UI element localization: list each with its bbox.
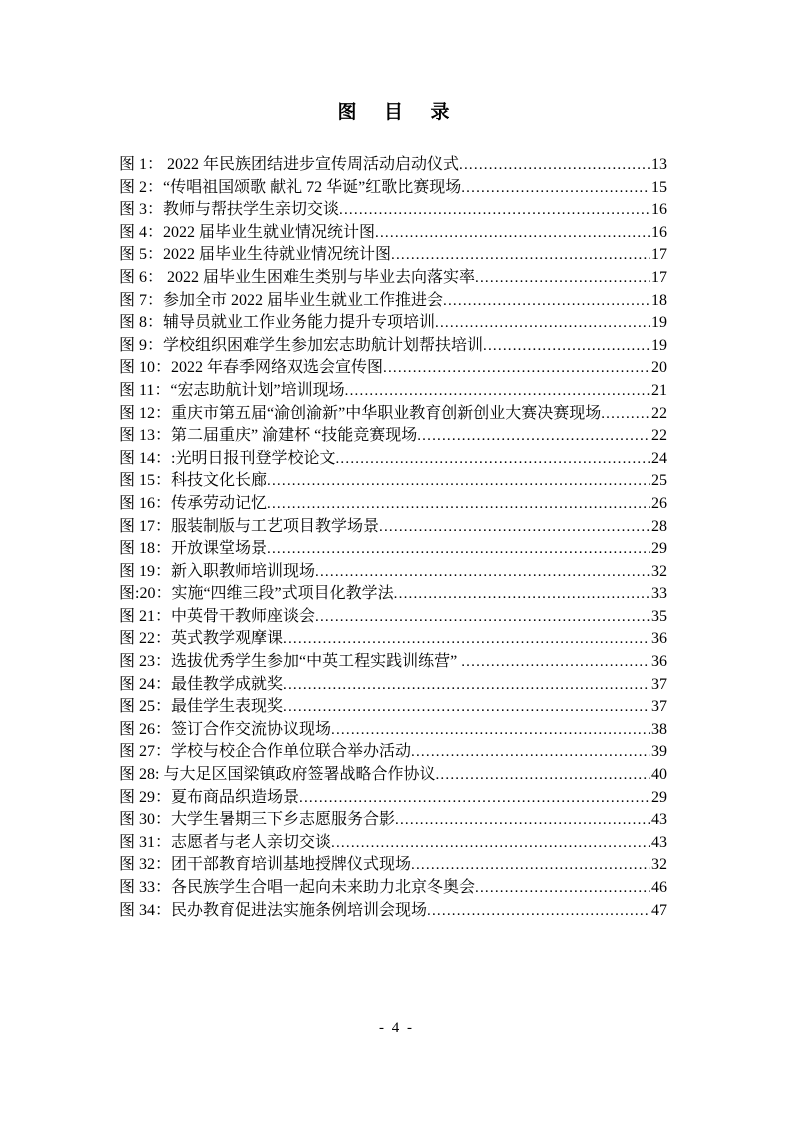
toc-entry[interactable] [119, 561, 667, 584]
toc-entry-title: 重庆市第五届“渝创渝新”中华职业教育创新创业大赛决赛现场 [171, 404, 602, 422]
toc-entry-label: 图 13： [119, 427, 172, 445]
toc-entry[interactable] [119, 741, 667, 764]
toc-entry-page: 21 [651, 381, 667, 399]
toc-entry[interactable] [119, 267, 667, 290]
toc-leader-dots [475, 877, 650, 900]
toc-entry[interactable] [119, 538, 667, 561]
toc-entry-label: 图 26： [119, 720, 172, 738]
toc-entry-title: 2022 届毕业生困难生类别与毕业去向落实率 [163, 268, 476, 286]
toc-entry-label: 图 2： [119, 178, 164, 196]
toc-leader-dots [267, 493, 650, 516]
toc-entry-title: 学校组织困难学生参加宏志助航计划帮扶培训 [163, 336, 484, 354]
toc-entry-label: 图 14： [119, 449, 172, 467]
toc-entry-page: 32 [651, 856, 667, 874]
toc-entry[interactable] [119, 516, 667, 539]
toc-entry[interactable] [119, 583, 667, 606]
toc-entry-page: 29 [651, 540, 667, 558]
toc-entry-title: 团干部教育培训基地授牌仪式现场 [171, 856, 412, 874]
toc-entry-title: 2022 年民族团结进步宣传周活动启动仪式 [163, 156, 460, 173]
toc-leader-dots [331, 832, 650, 855]
toc-entry-title: 最佳教学成就奖 [171, 675, 284, 693]
toc-leader-dots [315, 606, 650, 629]
toc-entry-page: 36 [651, 630, 667, 648]
toc-entry[interactable] [119, 425, 667, 448]
toc-entry-page: 19 [651, 314, 667, 332]
toc-leader-dots [375, 222, 650, 245]
toc-leader-dots [299, 787, 650, 810]
toc-entry-page: 15 [651, 178, 667, 196]
toc-entry-page: 47 [651, 901, 667, 919]
toc-entry[interactable] [119, 877, 667, 900]
toc-entry-label: 图 1： [119, 156, 164, 173]
toc-entry-page: 37 [651, 675, 667, 693]
toc-entry-label: 图 27： [119, 743, 172, 761]
toc-leader-dots [601, 403, 650, 426]
toc-entry[interactable] [119, 493, 667, 516]
toc-entry-page: 43 [651, 833, 667, 851]
toc-leader-dots [411, 741, 650, 764]
toc-leader-dots [267, 538, 650, 561]
toc-entry-label: 图 11： [119, 381, 171, 399]
toc-entry-title: 服装制版与工艺项目教学场景 [171, 517, 380, 535]
toc-entry[interactable] [119, 628, 667, 651]
toc-entry[interactable] [119, 177, 667, 200]
toc-entry-title: 选拔优秀学生参加“中英工程实践训练营” [171, 653, 462, 671]
toc-entry-label: 图 5： [119, 246, 164, 264]
toc-entry[interactable] [119, 900, 667, 923]
toc-entry-page: 16 [651, 201, 667, 219]
toc-entry-label: 图 10： [119, 359, 172, 377]
toc-entry-page: 35 [651, 607, 667, 625]
toc-leader-dots [315, 561, 650, 584]
toc-entry[interactable] [119, 154, 667, 177]
toc-leader-dots [417, 425, 650, 448]
toc-entry-page: 13 [651, 156, 667, 173]
toc-entry-label: 图:20： [119, 585, 172, 603]
toc-entry-page: 18 [651, 291, 667, 309]
toc-entry-title: 民办教育促进法实施条例培训会现场 [171, 901, 428, 919]
toc-entry-label: 图 29： [119, 788, 172, 806]
toc-leader-dots [435, 764, 650, 787]
toc-entry-label: 图 3： [119, 201, 164, 219]
toc-entry-label: 图 34： [119, 901, 172, 919]
toc-entry[interactable] [119, 448, 667, 471]
toc-entry-page: 46 [651, 879, 667, 896]
toc-entry-title: “传唱祖国颂歌 献礼 72 华诞”红歌比赛现场 [163, 178, 462, 196]
toc-entry-page: 22 [651, 404, 667, 422]
toc-leader-dots [461, 177, 650, 200]
toc-entry-title: 签订合作交流协议现场 [171, 720, 332, 738]
page-number-footer: - 4 - [379, 1020, 414, 1036]
toc-entry[interactable] [119, 832, 667, 855]
toc-leader-dots [283, 674, 650, 697]
figure-toc-list [119, 154, 667, 922]
toc-entry-page: 26 [651, 494, 667, 512]
toc-entry[interactable] [119, 696, 667, 719]
toc-entry-title: 传承劳动记忆 [171, 494, 268, 512]
toc-leader-dots [383, 357, 650, 380]
toc-entry-title: “宏志助航计划”培训现场 [170, 381, 345, 399]
toc-entry-label: 图 33： [119, 879, 172, 896]
toc-leader-dots [267, 470, 650, 493]
toc-entry-title: 最佳学生表现奖 [171, 698, 284, 716]
page-title: 图 目 录 [337, 102, 456, 123]
toc-entry-label: 图 12： [119, 404, 172, 422]
toc-leader-dots [394, 583, 650, 606]
toc-entry-title: 学校与校企合作单位联合举办活动 [171, 743, 412, 761]
toc-entry-title: 2022 年春季网络双选会宣传图 [171, 359, 384, 377]
toc-leader-dots [443, 290, 650, 313]
toc-entry-title: 英式教学观摩课 [171, 630, 284, 648]
toc-leader-dots [475, 267, 650, 290]
toc-entry[interactable] [119, 470, 667, 493]
toc-entry-title: 参加全市 2022 届毕业生就业工作推进会 [163, 291, 444, 309]
toc-entry-page: 17 [651, 268, 667, 286]
toc-entry[interactable] [119, 335, 667, 358]
toc-entry-label: 图 23： [119, 653, 172, 671]
toc-leader-dots [283, 696, 650, 719]
toc-entry-page: 39 [651, 743, 667, 761]
toc-entry-title: 大学生暑期三下乡志愿服务合影 [171, 811, 396, 829]
toc-entry-label: 图 25： [119, 698, 172, 716]
toc-entry-title: 新入职教师培训现场 [171, 562, 316, 580]
toc-entry-page: 24 [651, 449, 667, 467]
toc-entry-page: 28 [651, 517, 667, 535]
toc-leader-dots [461, 651, 650, 674]
toc-entry-page: 43 [651, 811, 667, 829]
toc-entry-page: 29 [651, 788, 667, 806]
toc-entry-page: 32 [651, 562, 667, 580]
toc-entry-label: 图 4： [119, 223, 164, 241]
toc-entry-label: 图 7： [119, 291, 164, 309]
toc-entry-label: 图 28: [119, 766, 160, 784]
toc-leader-dots [459, 154, 650, 177]
toc-entry-label: 图 8： [119, 314, 164, 332]
toc-leader-dots [335, 448, 650, 471]
toc-entry-title: 辅导员就业工作业务能力提升专项培训 [163, 314, 436, 332]
toc-entry-label: 图 9： [119, 336, 164, 354]
toc-entry[interactable] [119, 403, 667, 426]
toc-entry-title: :光明日报刊登学校论文 [171, 449, 336, 467]
toc-entry-label: 图 6： [119, 268, 164, 286]
toc-entry-page: 16 [651, 223, 667, 241]
toc-entry-page: 37 [651, 698, 667, 716]
toc-entry-title: 夏布商品织造场景 [171, 788, 300, 806]
toc-entry[interactable] [119, 312, 667, 335]
toc-entry[interactable] [119, 290, 667, 313]
toc-entry[interactable] [119, 764, 667, 787]
toc-entry-title: 各民族学生合唱一起向未来助力北京冬奥会 [171, 879, 476, 896]
toc-entry-label: 图 30： [119, 811, 172, 829]
toc-entry-title: 实施“四维三段”式项目化教学法 [171, 585, 394, 603]
toc-entry-title: 志愿者与老人亲切交谈 [171, 833, 332, 851]
toc-entry-label: 图 21： [119, 607, 172, 625]
toc-leader-dots [379, 516, 650, 539]
toc-entry-page: 20 [651, 359, 667, 377]
toc-entry[interactable] [119, 199, 667, 222]
toc-leader-dots [435, 312, 650, 335]
toc-leader-dots [483, 335, 650, 358]
toc-leader-dots [427, 900, 650, 923]
toc-entry-label: 图 24： [119, 675, 172, 693]
toc-leader-dots [345, 380, 650, 403]
toc-entry-title: 2022 届毕业生待就业情况统计图 [163, 246, 392, 264]
toc-entry-title: 与大足区国梁镇政府签署战略合作协议 [159, 766, 436, 784]
toc-entry-title: 第二届重庆” 渝建杯 “技能竞赛现场 [171, 427, 418, 445]
toc-entry[interactable] [119, 719, 667, 742]
toc-entry-label: 图 31： [119, 833, 172, 851]
toc-entry[interactable] [119, 674, 667, 697]
toc-entry-page: 40 [651, 766, 667, 784]
toc-leader-dots [391, 244, 650, 267]
toc-leader-dots [283, 628, 650, 651]
toc-entry-page: 38 [651, 720, 667, 738]
toc-entry-label: 图 32： [119, 856, 172, 874]
toc-entry[interactable] [119, 380, 667, 403]
toc-leader-dots [339, 199, 650, 222]
toc-entry-title: 科技文化长廊 [171, 472, 268, 490]
toc-entry[interactable] [119, 606, 667, 629]
toc-entry-title: 中英骨干教师座谈会 [171, 607, 316, 625]
toc-entry-label: 图 22： [119, 630, 172, 648]
toc-entry-label: 图 17： [119, 517, 172, 535]
toc-leader-dots [395, 809, 650, 832]
toc-entry[interactable] [119, 222, 667, 245]
toc-leader-dots [411, 854, 650, 877]
toc-entry-label: 图 16： [119, 494, 172, 512]
toc-entry-page: 33 [651, 585, 667, 603]
toc-entry-title: 开放课堂场景 [171, 540, 268, 558]
toc-entry-label: 图 19： [119, 562, 172, 580]
toc-entry-page: 36 [651, 653, 667, 671]
toc-entry-page: 25 [651, 472, 667, 490]
toc-entry-title: 2022 届毕业生就业情况统计图 [163, 223, 376, 241]
toc-entry-label: 图 18： [119, 540, 172, 558]
toc-entry-label: 图 15： [119, 472, 172, 490]
toc-entry-title: 教师与帮扶学生亲切交谈 [163, 201, 340, 219]
toc-entry[interactable] [119, 854, 667, 877]
toc-entry[interactable] [119, 244, 667, 267]
toc-entry[interactable] [119, 357, 667, 380]
toc-leader-dots [331, 719, 650, 742]
toc-entry[interactable] [119, 651, 667, 674]
toc-entry-page: 22 [651, 427, 667, 445]
toc-entry[interactable] [119, 809, 667, 832]
toc-entry-page: 19 [651, 336, 667, 354]
toc-entry[interactable] [119, 787, 667, 810]
toc-entry-page: 17 [651, 246, 667, 264]
